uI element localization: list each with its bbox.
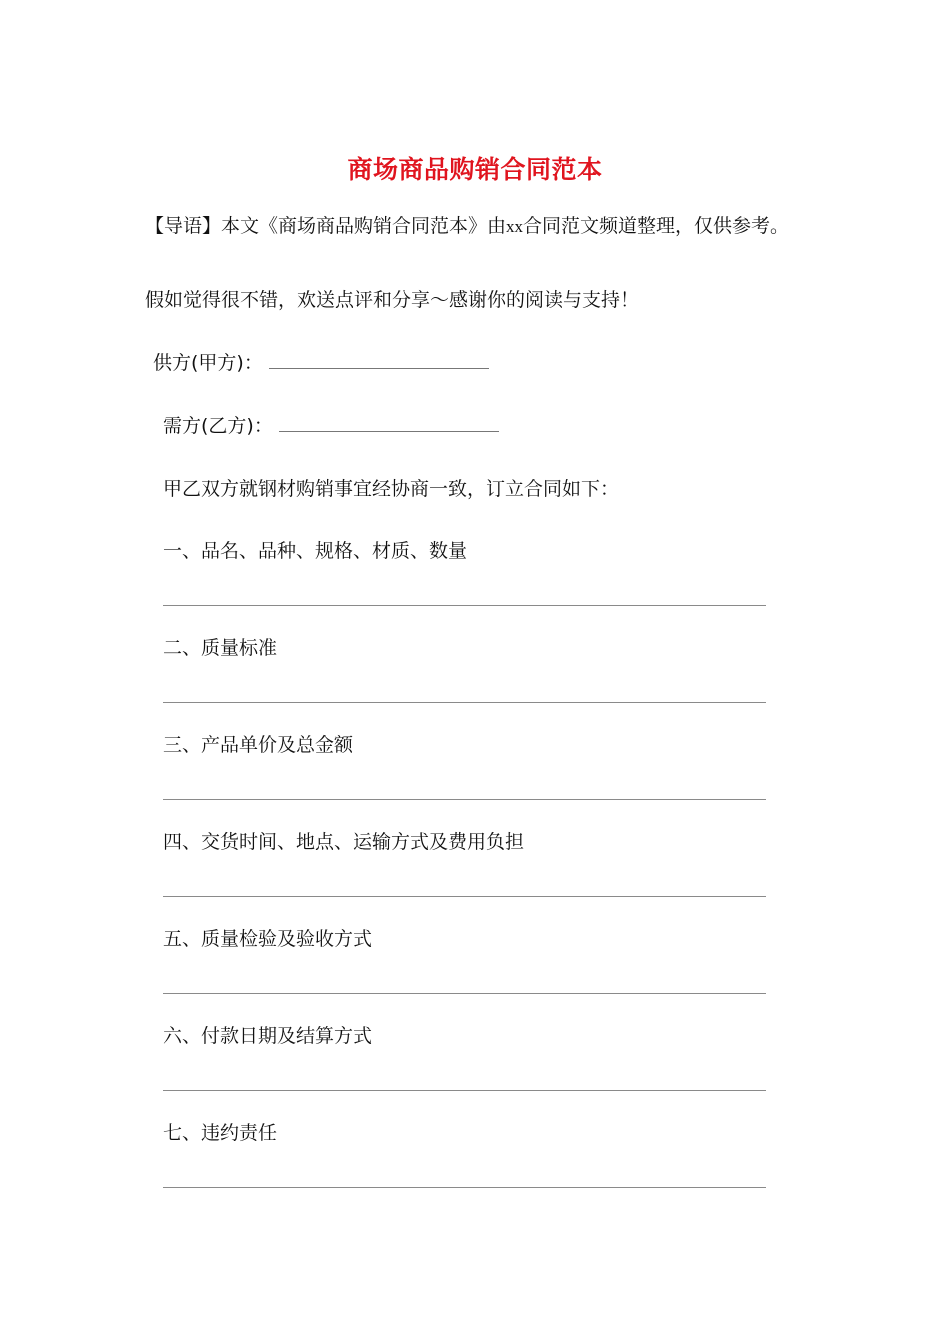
intro-suffix: 合同范文频道整理，仅供参考。 [523, 215, 790, 237]
section-blank-line [163, 799, 766, 800]
section-heading: 六、付款日期及结算方式 [163, 1025, 373, 1047]
document-title: 商场商品购销合同范本 [347, 155, 603, 184]
section-blank-line [163, 896, 766, 897]
agreement-paragraph: 甲乙双方就钢材购销事宜经协商一致，订立合同如下： [163, 478, 620, 500]
section-blank-line [163, 993, 766, 994]
section-blank-line [163, 702, 766, 703]
section-blank-line [163, 1090, 766, 1091]
party-a-label: 供方(甲方)： [153, 352, 263, 374]
section-heading: 一、品名、品种、规格、材质、数量 [163, 540, 468, 562]
party-a-blank [269, 352, 489, 369]
party-a-row [153, 348, 489, 375]
section-heading: 七、违约责任 [163, 1122, 278, 1144]
party-b-row [163, 411, 499, 438]
thanks-paragraph: 假如觉得很不错，欢送点评和分享～感谢你的阅读与支持！ [145, 289, 640, 311]
section-heading: 四、交货时间、地点、运输方式及费用负担 [163, 831, 525, 853]
intro-source-placeholder: xx [506, 217, 524, 236]
section-blank-line [163, 605, 766, 606]
section-heading: 三、产品单价及总金额 [163, 734, 354, 756]
party-b-label: 需方(乙方)： [163, 415, 273, 437]
intro-prefix: 【导语】本文《商场商品购销合同范本》由 [145, 215, 507, 237]
section-blank-line [163, 1187, 766, 1188]
section-heading: 五、质量检验及验收方式 [163, 928, 373, 950]
section-heading: 二、质量标准 [163, 637, 278, 659]
party-b-blank [279, 415, 499, 432]
intro-paragraph [145, 211, 789, 238]
